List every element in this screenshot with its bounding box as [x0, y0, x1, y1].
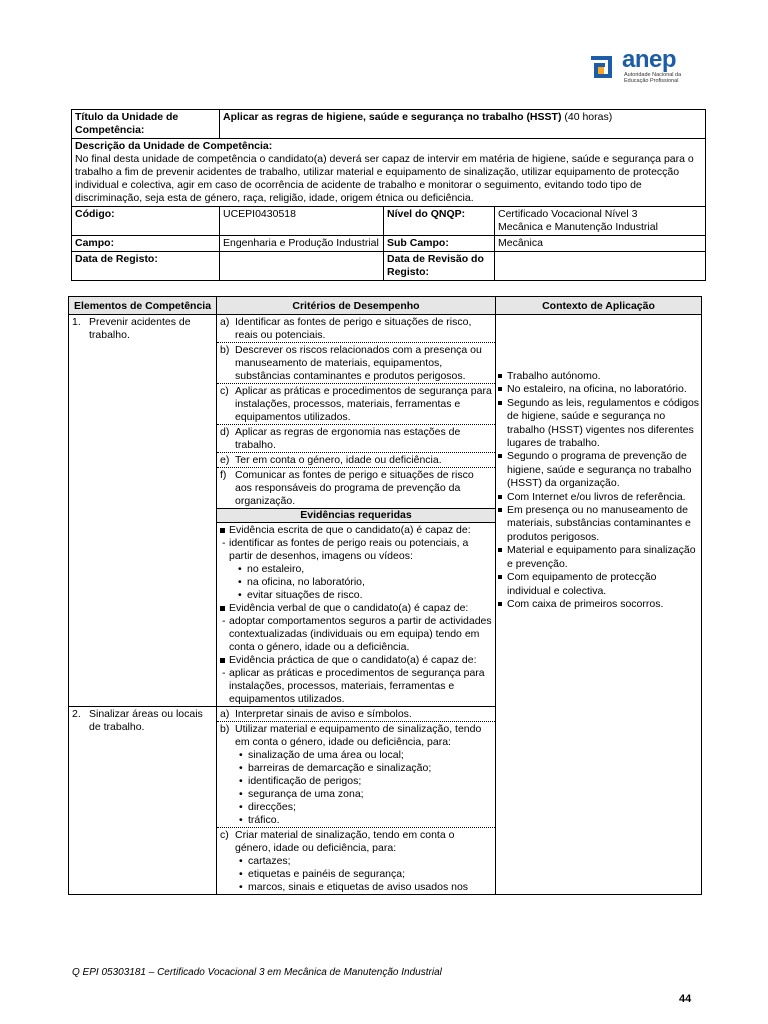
- context-item: Com equipamento de protecção individual e colectiva.: [498, 571, 701, 598]
- title-hours: (40 horas): [561, 111, 613, 123]
- evidence-verbal: Evidência verbal de que o candidato(a) é capaz de:: [220, 602, 492, 615]
- evidence-verbal-detail: - adoptar comportamentos seguros a partir de actividades contextualizadas (individuais ou em equipa) tendo em conta o género, idade ou a deficiência.: [222, 615, 492, 654]
- evidence-practical: Evidência práctica de que o candidato(a) é capaz de:: [220, 654, 492, 667]
- criterion-1a: a) Identificar as fontes de perigo e situações de risco, reais ou potenciais.: [217, 315, 495, 343]
- evidence-block: [217, 523, 495, 706]
- footer-text: Q EPI 05303181 – Certificado Vocacional 3 em Mecânica de Manutenção Industrial: [72, 967, 442, 978]
- criterion-2b-list: [235, 749, 492, 827]
- logo-word: anep: [622, 46, 677, 73]
- criterion-1b: b) Descrever os riscos relacionados com a presença ou manuseamento de materiais, equipamentos, substâncias contaminantes e produtos perigosos.: [217, 343, 495, 384]
- list-item: • evitar situações de risco.: [238, 589, 492, 602]
- context-item: Material e equipamento para sinalização e prevenção.: [498, 544, 701, 571]
- list-item: • tráfico.: [239, 814, 492, 827]
- evidence-written-detail: - identificar as fontes de perigo reais ou potenciais, a partir de desenhos, imagens ou vídeos:: [222, 537, 492, 563]
- criterion-2a: a) Interpretar sinais de aviso e símbolos.: [217, 707, 495, 722]
- rev-date-label: Data de Revisão do Registo:: [384, 252, 495, 281]
- list-item: • cartazes;: [239, 855, 492, 868]
- context-item: Segundo as leis, regulamentos e códigos de higiene, saúde e segurança no trabalho (HSST) vigentes nos diferentes lugares de trabalho.: [498, 397, 701, 451]
- element-1-text: Prevenir acidentes de trabalho.: [89, 316, 191, 341]
- evidence-written: Evidência escrita de que o candidato(a) é capaz de:: [220, 524, 492, 537]
- description-text: No final desta unidade de competência o candidato(a) deverá ser capaz de intervir em matéria de higiene, saúde e segurança para o trabalho a fim de prevenir acidentes de trabalho, utilizar material e equipamento de sinalização, utilizar equipamento de protecção individual e colectiva, agir em caso de ocorrência de acidente de trabalho e monitorar o seguimento, evitando todo tipo de discriminação, seja esta de género, raça, religião, idade, origem étnica ou deficiência.: [75, 153, 694, 204]
- logo-subtitle: Autoridade Nacional da Educação Profissional: [624, 72, 682, 84]
- criterion-1d: d) Aplicar as regras de ergonomia nas estações de trabalho.: [217, 425, 495, 453]
- rev-date-value: [495, 252, 706, 281]
- evidence-title: Evidências requeridas: [217, 508, 495, 523]
- criterion-1f: f) Comunicar as fontes de perigo e situações de risco aos responsáveis do programa de prevenção da organização.: [220, 469, 474, 507]
- criterion-1e: e) Ter em conta o género, idade ou deficiência.: [217, 453, 495, 468]
- title-label: Título da Unidade de Competência:: [72, 110, 220, 139]
- subfield-value: Mecânica: [495, 236, 706, 252]
- element-row-1: [69, 315, 702, 707]
- field-value: Engenharia e Produção Industrial: [220, 236, 384, 252]
- context-item: Em presença ou no manuseamento de materiais, substâncias contaminantes e produtos perigosos.: [498, 504, 701, 544]
- element-2-number: 2.: [72, 708, 81, 720]
- element-1-number: 1.: [72, 316, 81, 328]
- list-item: • segurança de uma zona;: [239, 788, 492, 801]
- level-value-1: Certificado Vocacional Nível 3: [498, 208, 638, 220]
- evidence-written-list: [220, 563, 492, 602]
- list-item: • barreiras de demarcação e sinalização;: [239, 762, 492, 775]
- element-2-cell: [69, 707, 217, 895]
- context-item: Segundo o programa de prevenção de higiene, saúde e segurança no trabalho (HSST) da organização.: [498, 450, 701, 490]
- level-value-2: Mecânica e Manutenção Industrial: [498, 221, 658, 233]
- field-label: Campo:: [72, 236, 220, 252]
- field-row: [72, 236, 706, 252]
- criterion-2c-list: [235, 855, 492, 894]
- competence-table: [68, 296, 702, 895]
- list-item: • direcções;: [239, 801, 492, 814]
- description-row: [72, 139, 706, 207]
- code-row: [72, 207, 706, 236]
- element-2-text: Sinalizar áreas ou locais de trabalho.: [89, 708, 203, 733]
- description-cell: [72, 139, 706, 207]
- header-context: Contexto de Aplicação: [496, 297, 702, 315]
- unit-info-table: [71, 109, 706, 281]
- date-row: [72, 252, 706, 281]
- competence-header-row: [69, 297, 702, 315]
- title-value-cell: [220, 110, 706, 139]
- evidence-practical-detail: - aplicar as práticas e procedimentos de segurança para instalações, processos, materiais, ferramentas e equipamentos utilizados.: [222, 667, 492, 706]
- list-item: • etiquetas e painéis de segurança;: [239, 868, 492, 881]
- criteria-2-cell: [217, 707, 496, 895]
- context-item: No estaleiro, na oficina, no laboratório.: [498, 383, 701, 396]
- level-value-cell: [495, 207, 706, 236]
- page-number: 44: [679, 993, 692, 1005]
- level-label: Nível do QNQP:: [384, 207, 495, 236]
- context-item: Com Internet e/ou livros de referência.: [498, 491, 701, 504]
- subfield-label: Sub Campo:: [384, 236, 495, 252]
- title-value: Aplicar as regras de higiene, saúde e segurança no trabalho (HSST): [223, 111, 562, 123]
- context-item: Trabalho autónomo.: [498, 370, 701, 383]
- anep-logo: [588, 46, 688, 86]
- context-cell: [496, 315, 702, 895]
- list-item: • na oficina, no laboratório,: [238, 576, 492, 589]
- title-row: [72, 110, 706, 139]
- reg-date-value: [220, 252, 384, 281]
- code-label: Código:: [72, 207, 220, 236]
- list-item: • marcos, sinais e etiquetas de aviso usados nos: [239, 881, 492, 894]
- list-item: • identificação de perigos;: [239, 775, 492, 788]
- header-elements: Elementos de Competência: [69, 297, 217, 315]
- header-criteria: Critérios de Desempenho: [217, 297, 496, 315]
- anep-logo-icon: [588, 52, 618, 82]
- criterion-2c: c) Criar material de sinalização, tendo em conta o género, idade ou deficiência, para: • cartazes; • etiquetas e painéis de segurança; • marcos, sinais e etiquetas de aviso usados nos: [217, 828, 495, 894]
- criterion-1c: c) Aplicar as práticas e procedimentos de segurança para instalações, processos, materiais, ferramentas e equipamentos utilizados.: [217, 384, 495, 425]
- code-value: UCEPI0430518: [220, 207, 384, 236]
- list-item: • sinalização de uma área ou local;: [239, 749, 492, 762]
- list-item: • no estaleiro,: [238, 563, 492, 576]
- element-1-cell: [69, 315, 217, 707]
- criteria-1-cell: [217, 315, 496, 707]
- reg-date-label: Data de Registo:: [72, 252, 220, 281]
- context-item: Com caixa de primeiros socorros.: [498, 598, 701, 611]
- description-label: Descrição da Unidade de Competência:: [75, 140, 273, 152]
- criterion-2b: b) Utilizar material e equipamento de sinalização, tendo em conta o género, idade ou deficiência, para: • sinalização de uma área ou local; • barreiras de demarcação e sinalização; • identificação de perigos; • segurança de uma zona; • direcções; • tráfico.: [217, 722, 495, 828]
